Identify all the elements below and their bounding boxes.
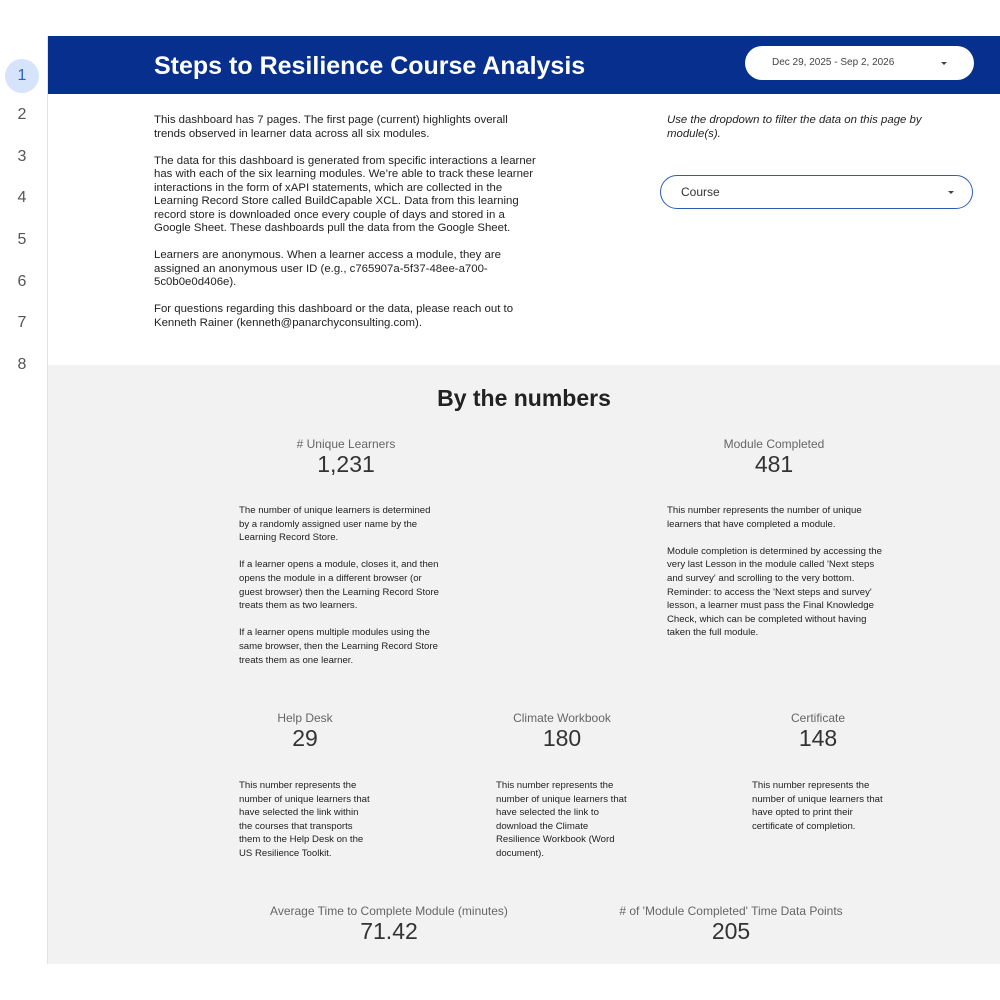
scorecard-value: 180 (542, 725, 582, 751)
climate-workbook-scorecard (462, 711, 662, 751)
scorecard-label: Climate Workbook (513, 711, 611, 725)
description-paragraph: The number of unique learners is determined by a randomly assigned user name by the Learning Record Store. (239, 505, 431, 544)
scorecard-value: 481 (754, 451, 794, 477)
date-range-value: Dec 29, 2025 - Sep 2, 2026 (772, 57, 895, 68)
description-paragraph: If a learner opens a module, closes it, and then opens the module in a different browser (or guest browser) then the Learning Record Store treats them as two learners. (239, 559, 439, 612)
module-completed-scorecard (674, 437, 874, 477)
page-nav-item-5[interactable]: 5 (17, 231, 27, 248)
caret-down-icon (948, 191, 954, 194)
help-desk-scorecard (205, 711, 405, 751)
course-filter-dropdown[interactable] (660, 175, 973, 209)
intro-text (154, 114, 539, 344)
certificate-description: This number represents the number of unique learners that have opted to print their certificate of completion. (752, 780, 883, 832)
module-completed-description (667, 504, 892, 654)
climate-workbook-description: This number represents the number of unique learners that have selected the link to download the Climate Resilience Workbook (Word document). (496, 780, 627, 859)
description-paragraph: This number represents the number of unique learners that have completed a module. (667, 505, 862, 530)
filter-instructions: Use the dropdown to filter the data on this page by module(s). (667, 114, 922, 140)
scorecard-value: 71.42 (360, 918, 418, 944)
scorecard-label: Average Time to Complete Module (minutes) (270, 904, 508, 918)
page-title: Steps to Resilience Course Analysis (154, 52, 586, 80)
intro-paragraph: Learners are anonymous. When a learner access a module, they are assigned an anonymous user ID (e.g., c765907a-5f37-48ee-a700-5c0b0e0d406e). (154, 249, 501, 288)
page-nav-item-3[interactable]: 3 (17, 148, 27, 165)
course-filter-label: Course (681, 185, 720, 199)
page-nav-item-1[interactable]: 1 (5, 59, 39, 93)
scorecard-label: # of 'Module Completed' Time Data Points (619, 904, 843, 918)
page-nav-item-2[interactable]: 2 (17, 106, 27, 123)
scorecard-label: Certificate (790, 711, 846, 725)
page-nav-item-4[interactable]: 4 (17, 189, 27, 206)
scorecard-value: 205 (711, 918, 751, 944)
certificate-scorecard (718, 711, 918, 751)
caret-down-icon (941, 62, 947, 65)
page-nav-item-8[interactable]: 8 (17, 356, 27, 373)
by-the-numbers-section (48, 365, 1000, 964)
report-header (48, 36, 1000, 94)
scorecard-label: Help Desk (277, 711, 333, 725)
intro-paragraph: The data for this dashboard is generated from specific interactions a learner has with each of the six learning modules. We’re able to track these learner interactions in the form of xAPI statements, which are collected in the Learning Record Store called BuildCapable XCL. Data from this learning record store is downloaded once every couple of days and stored in a Google Sheet. These dashboards pull the data from the Google Sheet. (154, 154, 536, 234)
date-range-picker[interactable] (745, 46, 974, 80)
time-data-points-scorecard (581, 904, 881, 944)
intro-paragraph: This dashboard has 7 pages. The first page (current) highlights overall trends observed in learner data across all six modules. (154, 114, 508, 140)
page-nav-item-7[interactable]: 7 (17, 314, 27, 331)
page-nav-item-6[interactable]: 6 (17, 273, 27, 290)
unique-learners-description (239, 504, 439, 681)
intro-paragraph: For questions regarding this dashboard or the data, please reach out to Kenneth Rainer (kenneth@panarchyconsulting.com). (154, 303, 514, 329)
section-heading: By the numbers (437, 385, 611, 411)
help-desk-description: This number represents the number of unique learners that have selected the link within the courses that transports them to the Help Desk on the US Resilience Toolkit. (239, 780, 370, 859)
description-paragraph: Module completion is determined by accessing the very last Lesson in the module called 'Next steps and survey' and scrolling to the very bottom. Reminder: to access the 'Next steps and survey' lesson, a learner must pass the Final Knowledge Check, which can be completed without having taken the full module. (667, 545, 882, 639)
scorecard-label: Module Completed (723, 437, 825, 451)
scorecard-value: 148 (798, 725, 838, 751)
avg-time-scorecard (239, 904, 539, 944)
description-paragraph: If a learner opens multiple modules using the same browser, then the Learning Record Store treats them as one learner. (239, 627, 438, 666)
scorecard-value: 1,231 (317, 451, 375, 477)
unique-learners-scorecard (246, 437, 446, 477)
scorecard-value: 29 (292, 725, 318, 751)
scorecard-label: # Unique Learners (296, 437, 396, 451)
